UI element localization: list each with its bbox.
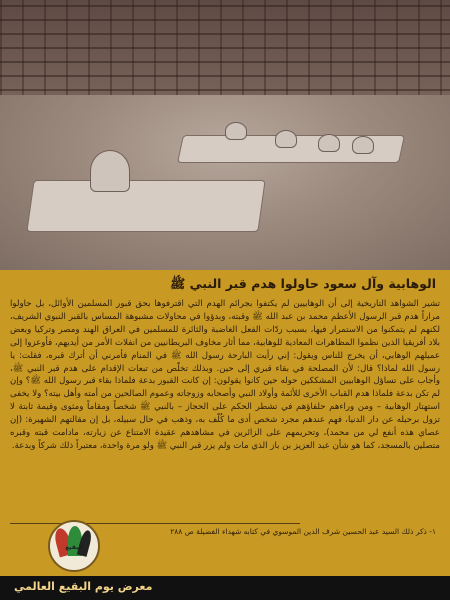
article-title: الوهابية وآل سعود حاولوا هدم قبر النبي ﷺ <box>170 276 436 291</box>
grave-marker <box>275 130 297 148</box>
cemetery-photo <box>0 0 450 270</box>
baqi-logo <box>48 520 100 572</box>
logo-text: البقيع <box>65 544 83 551</box>
grave-marker <box>225 122 247 140</box>
footnote: ١- ذكر ذلك السيد عبد الحسين شرف الدين الموسوي في كتابه شهداء الفضيلة ص ٢٨٨ <box>170 527 436 536</box>
footnote-divider <box>10 523 300 524</box>
footer-bar <box>0 576 450 600</box>
grave-marker <box>352 136 374 154</box>
grave-headstone <box>90 150 130 192</box>
stone-wall <box>0 0 450 105</box>
grave-marker <box>318 134 340 152</box>
article-body: تشير الشواهد التاريخية إلى أن الوهابيين لم يكتفوا بجرائم الهدم التي اقترفوها بحق قبور المسلمين الأوائل، بل حاولوا مراراً هدم قبر الرسول الأعظم محمد بن عبد الله ﷺ وقبته، وبدؤوا في محاولات مشبوهة المساس بالقبر النبوي الشريف، لكنهم لم يتمكنوا من الاستمرار فيها، بسبب ردّات الفعل الغاضبة والثائرة للمسلمين في العراق الهند ومصر وتركيا وبعض بلاد أفريقيا الذين نظموا المظاهرات المعادية للوهابية، مما أثار مخاوف البريطانيين من انفلات الأمر من أيديهم، فأوعزوا إلى عميلهم الوهابي، أن يخرج للناس ويقول: إني رأيت البارحة رسول الله ﷺ في المنام فأمرني أن أترك قبره، فقلت: يا رسول الله لماذا؟ قال: لأن المصلحة في بقاء قبري إلى حين. وبذلك تخلّص من تبعات الإقدام على هدم قبر النبي ﷺ، وأجاب على تساؤل الوهابيين المشككين حوله حين كانوا يقولون: إن كانت القبور بدعة فلماذا بقاء قبر رسول الله ﷺ؟ وإن لم تكن بدعة فلماذا هدم القباب الأخرى للأئمة وأولاد النبي وأصحابه وزوجاته وعموم الصالحين من أمته وأهل بيته؟ ولا يخفى استهتار الوهابية – ومن وراءهم حلفاؤهم في تشطر الحكم على الحجاز – بالنبي ﷺ شخصاً ومقاماً ومثوى وقيمة ثابتة لا تزول برحيله عن دار الدنيا، فهم عندهم مجرد شخص أدى ما كُلّف به، وذهب في حال سبيله، بل إن مقالتهم الشهيرة: (إن عصاي هذه أنفع لي من محمد)، وتحريمهم على الزائرين في مشاهدهم عقيدة الامتناع عن زيارته، مادامت قبته وقبره متصلين بالمسجد، كما هو شأن عبد العزيز بن باز الذي مات ولم يزر قبر النبي ﷺ ولو مرة واحدة، معتبراً ذلك شركاً وبدعة. <box>10 299 440 451</box>
grave-slab <box>26 180 265 232</box>
exhibition-name: معرض يوم البقيع العالمي <box>14 580 153 593</box>
